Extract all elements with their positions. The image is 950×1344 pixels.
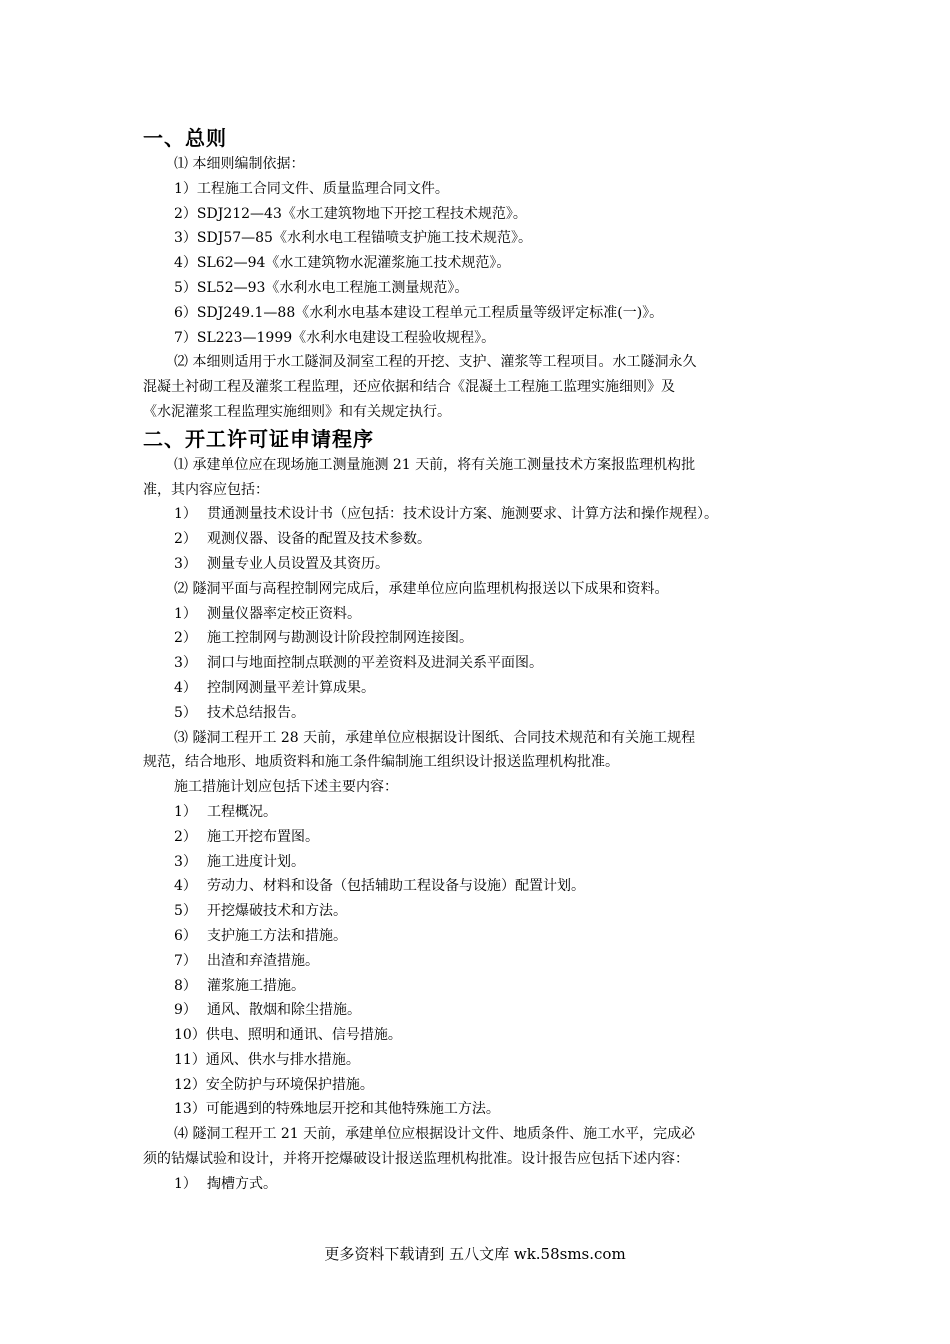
- list-item-text: 工程概况。: [207, 803, 277, 820]
- list-item-text: 可能遇到的特殊地层开挖和其他特殊施工方法。: [205, 1101, 500, 1118]
- list-item: [143, 626, 808, 651]
- list-item: [143, 1172, 808, 1197]
- paragraph-blasting-design-line: 须的钻爆试验和设计，并将开挖爆破设计报送监理机构批准。设计报告应包括下述内容：: [143, 1151, 689, 1168]
- paragraph-scope-line: ⑵ 本细则适用于水工隧洞及洞室工程的开挖、支护、灌浆等工程项目。水工隧洞永久: [174, 354, 697, 371]
- list-item-text: 开挖爆破技术和方法。: [207, 903, 347, 920]
- list-item-text: 控制网测量平差计算成果。: [207, 679, 375, 696]
- list-item-number: 1）: [174, 1175, 197, 1192]
- list-item-text: 测量仪器率定校正资料。: [207, 605, 361, 622]
- list-item-number: 5）: [174, 903, 197, 920]
- reference-item: 5）SL52—93《水利水电工程施工测量规范》。: [174, 279, 469, 296]
- list-item-number: 2）: [174, 828, 197, 845]
- list-item-number: 1）: [174, 803, 197, 820]
- paragraph-construction-design-line: 规范，结合地形、地质资料和施工条件编制施工组织设计报送监理机构批准。: [143, 754, 619, 771]
- list-item: [143, 850, 808, 875]
- list-item-number: 4）: [174, 878, 197, 895]
- list-item-text: 施工控制网与勘测设计阶段控制网连接图。: [207, 630, 473, 647]
- list-item: [143, 701, 808, 726]
- list-item-number: 9）: [174, 1002, 197, 1019]
- list-item-number: 13）: [174, 1101, 206, 1118]
- paragraph-blasting-design-line: ⑷ 隧洞工程开工 21 天前，承建单位应根据设计文件、地质条件、施工水平，完成必: [174, 1126, 696, 1143]
- section-heading-permit-procedure: 二、开工许可证申请程序: [143, 426, 374, 451]
- list-item-text: 安全防护与环境保护措施。: [205, 1076, 374, 1093]
- list-item-text: 测量专业人员设置及其资历。: [207, 555, 389, 572]
- list-item-number: 3）: [174, 853, 197, 870]
- page-footer: 更多资料下载请到 五八文库 wk.58sms.com: [324, 1245, 626, 1263]
- list-item: [143, 1048, 808, 1073]
- list-item-text: 洞口与地面控制点联测的平差资料及进洞关系平面图。: [207, 655, 543, 672]
- list-item-text: 掏槽方式。: [207, 1175, 277, 1192]
- reference-item: 3）SDJ57—85《水利水电工程锚喷支护施工技术规范》。: [174, 230, 532, 247]
- paragraph-survey-plan-line: 准，其内容应包括：: [143, 481, 269, 498]
- list-item-number: 1）: [174, 506, 197, 523]
- section-heading-general: 一、总则: [143, 126, 227, 150]
- list-item-number: 6）: [174, 927, 197, 944]
- list-item-number: 3）: [174, 555, 197, 572]
- list-item: [143, 924, 808, 949]
- list-item-text: 通风、散烟和除尘措施。: [207, 1002, 361, 1019]
- list-item-number: 3）: [174, 655, 197, 672]
- paragraph-survey-plan-line: ⑴ 承建单位应在现场施工测量施测 21 天前，将有关施工测量技术方案报监理机构批: [174, 456, 696, 473]
- list-item-text: 出渣和弃渣措施。: [207, 952, 319, 969]
- reference-item: 4）SL62—94《水工建筑物水泥灌浆施工技术规范》。: [174, 255, 511, 272]
- reference-item: 6）SDJ249.1—88《水利水电基本建设工程单元工程质量等级评定标准(一)》。: [174, 304, 664, 321]
- list-item-number: 5）: [174, 704, 197, 721]
- list-item: [143, 998, 808, 1023]
- reference-item: 7）SL223—1999《水利水电建设工程验收规程》。: [174, 329, 496, 346]
- reference-item: 1）工程施工合同文件、质量监理合同文件。: [174, 180, 449, 197]
- list-item-text: 施工进度计划。: [207, 853, 305, 870]
- list-item: [143, 1073, 808, 1098]
- list-item-text: 贯通测量技术设计书（应包括：技术设计方案、施测要求、计算方法和操作规程）。: [207, 506, 718, 523]
- list-item: [143, 651, 808, 676]
- list-item: [143, 899, 808, 924]
- paragraph-construction-design-line: ⑶ 隧洞工程开工 28 天前，承建单位应根据设计图纸、合同技术规范和有关施工规程: [174, 729, 696, 746]
- list-item-text: 观测仪器、设备的配置及技术参数。: [207, 531, 431, 548]
- list-item: [143, 974, 808, 999]
- list-item: [143, 552, 808, 577]
- list-item: [143, 1023, 808, 1048]
- list-item-number: 7）: [174, 952, 197, 969]
- list-item: [143, 676, 808, 701]
- list-item-text: 施工开挖布置图。: [207, 828, 319, 845]
- list-item-text: 供电、照明和通讯、信号措施。: [205, 1027, 402, 1044]
- paragraph-control-network: ⑵ 隧洞平面与高程控制网完成后，承建单位应向监理机构报送以下成果和资料。: [174, 580, 669, 597]
- paragraph-scope-line: 《水泥灌浆工程监理实施细则》和有关规定执行。: [143, 403, 451, 420]
- list-item: [143, 800, 808, 825]
- list-item: [143, 874, 808, 899]
- list-item-number: 10）: [174, 1027, 206, 1044]
- list-item: [143, 949, 808, 974]
- list-item: [143, 1097, 808, 1122]
- paragraph-basis-intro: ⑴ 本细则编制依据：: [174, 156, 305, 172]
- list-item-number: 1）: [174, 605, 197, 622]
- list-item: [143, 825, 808, 850]
- list-item-number: 2）: [174, 531, 197, 548]
- document-body: [143, 124, 808, 1197]
- list-item-number: 8）: [174, 977, 197, 994]
- paragraph-scope-line: 混凝土衬砌工程及灌浆工程监理，还应依据和结合《混凝土工程施工监理实施细则》及: [143, 379, 675, 396]
- list-item-number: 2）: [174, 630, 197, 647]
- list-item-text: 支护施工方法和措施。: [207, 927, 347, 944]
- list-item-text: 灌浆施工措施。: [207, 977, 305, 994]
- list-item-text: 劳动力、材料和设备（包括辅助工程设备与设施）配置计划。: [207, 878, 585, 895]
- list-item-number: 11）: [174, 1051, 206, 1068]
- list-item: [143, 602, 808, 627]
- list-item-number: 12）: [174, 1076, 206, 1093]
- list-item-text: 通风、供水与排水措施。: [205, 1051, 360, 1068]
- paragraph-plan-contents: 施工措施计划应包括下述主要内容：: [174, 779, 398, 796]
- list-item: [143, 527, 808, 552]
- list-item: [143, 502, 808, 527]
- reference-item: 2）SDJ212—43《水工建筑物地下开挖工程技术规范》。: [174, 205, 527, 222]
- list-item-number: 4）: [174, 679, 197, 696]
- list-item-text: 技术总结报告。: [207, 704, 305, 721]
